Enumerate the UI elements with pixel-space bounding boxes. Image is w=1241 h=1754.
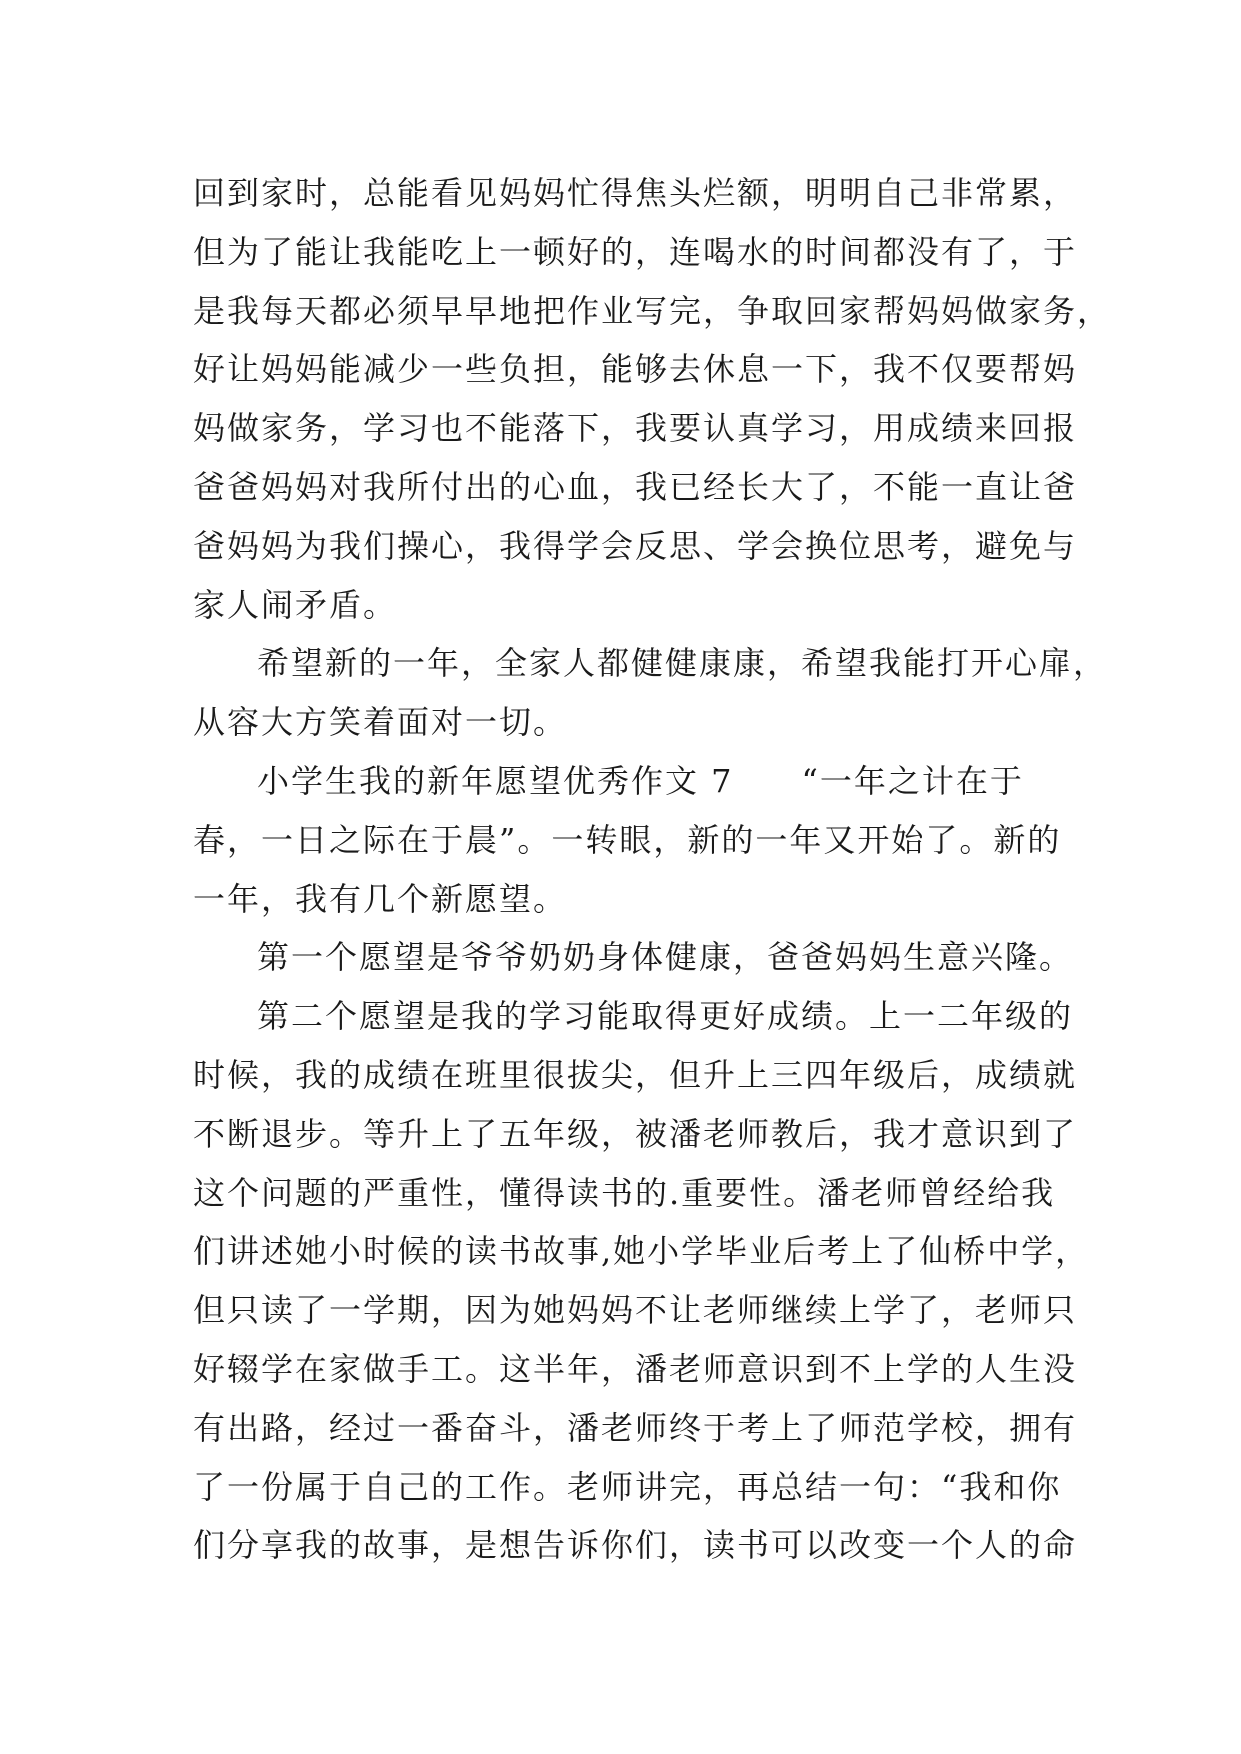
text-line: 这个问题的严重性，懂得读书的.重要性。潘老师曾经给我 <box>193 1173 1056 1212</box>
text-line: 第二个愿望是我的学习能取得更好成绩。上一二年级的 <box>257 997 1074 1036</box>
text-line: 爸爸妈妈对我所付出的心血，我已经长大了，不能一直让爸 <box>193 467 1078 506</box>
text-line: 希望新的一年，全家人都健健康康，希望我能打开心扉， <box>257 644 1108 683</box>
text-line: 好让妈妈能减少一些负担，能够去休息一下，我不仅要帮妈 <box>193 350 1078 389</box>
text-line: 妈做家务，学习也不能落下，我要认真学习，用成绩来回报 <box>193 409 1078 448</box>
text-line: 们讲述她小时候的读书故事,她小学毕业后考上了仙桥中学， <box>193 1232 1090 1271</box>
text-line: 但只读了一学期，因为她妈妈不让老师继续上学了，老师只 <box>193 1291 1078 1330</box>
text-line: 但为了能让我能吃上一顿好的，连喝水的时间都没有了，于 <box>193 232 1078 271</box>
text-line: 第一个愿望是爷爷奶奶身体健康，爸爸妈妈生意兴隆。 <box>257 938 1074 977</box>
text-line: 们分享我的故事，是想告诉你们，读书可以改变一个人的命 <box>193 1526 1078 1565</box>
text-line: 时候，我的成绩在班里很拔尖，但升上三四年级后，成绩就 <box>193 1055 1078 1094</box>
text-line: 好辍学在家做手工。这半年，潘老师意识到不上学的人生没 <box>193 1349 1078 1388</box>
text-line: 小学生我的新年愿望优秀作文 7 “一年之计在于 <box>257 761 1024 800</box>
text-line: 从容大方笑着面对一切。 <box>193 703 568 742</box>
text-line: 是我每天都必须早早地把作业写完，争取回家帮妈妈做家务， <box>193 291 1112 330</box>
text-line: 回到家时，总能看见妈妈忙得焦头烂额，明明自己非常累， <box>193 174 1078 212</box>
text-line: 了一份属于自己的工作。老师讲完，再总结一句：“我和你 <box>193 1467 1062 1506</box>
essay-body <box>193 164 1112 1575</box>
text-line: 春，一日之际在于晨”。一转眼，新的一年又开始了。新的 <box>193 820 1062 859</box>
text-line: 一年，我有几个新愿望。 <box>193 879 568 918</box>
text-line: 不断退步。等升上了五年级，被潘老师教后，我才意识到了 <box>193 1114 1078 1153</box>
text-line: 家人闹矛盾。 <box>193 585 398 624</box>
text-line: 爸妈妈为我们操心，我得学会反思、学会换位思考，避免与 <box>193 526 1078 565</box>
text-line: 有出路，经过一番奋斗，潘老师终于考上了师范学校，拥有 <box>193 1408 1078 1447</box>
